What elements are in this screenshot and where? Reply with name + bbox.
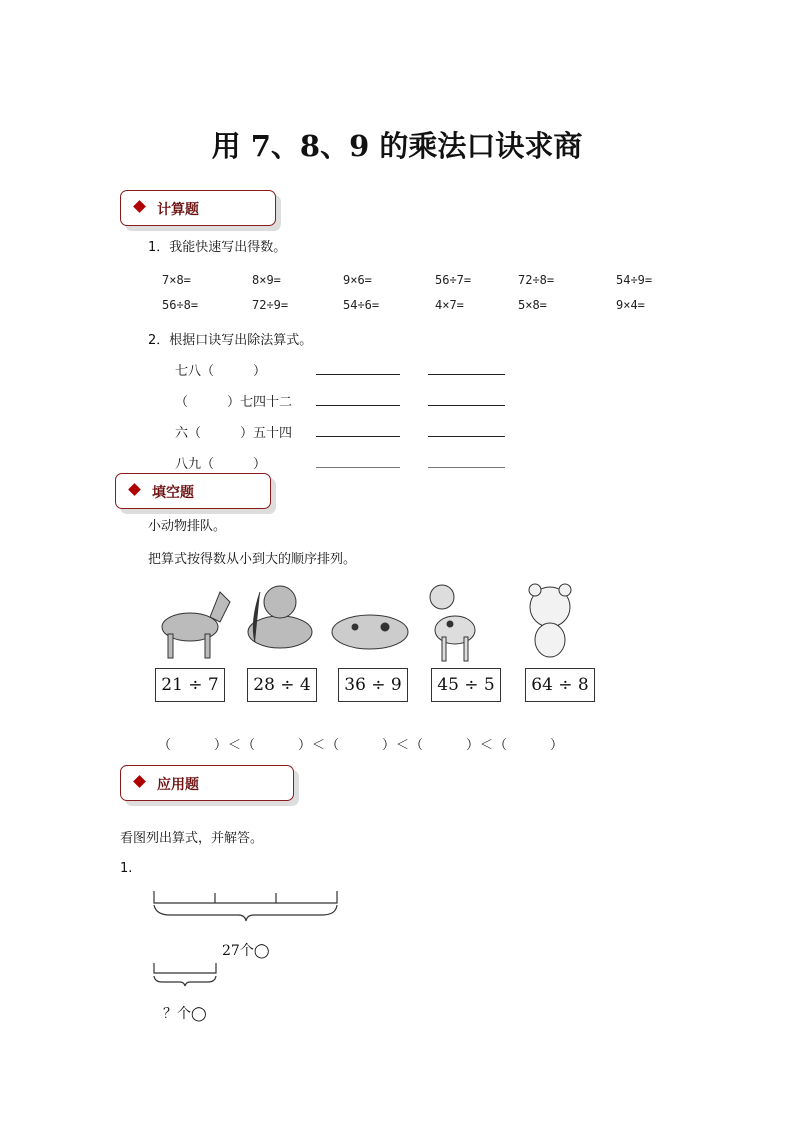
expression-card: 21 ÷ 7: [155, 668, 225, 702]
expression-card: 64 ÷ 8: [525, 668, 595, 702]
rhyme-1: 七八（ ）: [175, 364, 267, 379]
answer-line[interactable]: [428, 467, 505, 468]
total-label: 27个◯: [222, 943, 270, 959]
apple-icon: ◯: [191, 1006, 207, 1022]
fish-image: [332, 615, 408, 649]
fill-line-1: 小动物排队。: [148, 519, 227, 534]
arithmetic-problem: 8×9=: [252, 273, 281, 287]
apply-intro: 看图列出算式，并解答。: [120, 831, 264, 846]
arithmetic-problem: 4×7=: [435, 298, 464, 312]
answer-line[interactable]: [316, 374, 400, 375]
section-label: 填空题: [152, 485, 194, 501]
arithmetic-problem: 72÷9=: [252, 298, 289, 312]
question-2: 2．根据口诀写出除法算式。: [148, 333, 313, 348]
goat-image: [162, 592, 230, 658]
answer-line[interactable]: [316, 467, 400, 468]
bear-image: [529, 584, 571, 657]
horse-image: [248, 586, 312, 648]
section-label: 计算题: [157, 202, 199, 218]
answer-line[interactable]: [316, 436, 400, 437]
part-label: ？个◯: [163, 1006, 207, 1022]
diamond-icon: [133, 775, 146, 788]
fill-line-2: 把算式按得数从小到大的顺序排列。: [148, 552, 357, 567]
answer-line[interactable]: [428, 374, 505, 375]
page-title: 用 7、8、9 的乘法口诀求商: [211, 129, 583, 163]
arithmetic-problem: 72÷8=: [518, 273, 555, 287]
section-label: 应用题: [157, 777, 199, 793]
apple-icon: ◯: [253, 943, 270, 959]
rhyme-2: （ ）七四十二: [175, 395, 293, 410]
answer-line[interactable]: [428, 405, 505, 406]
animal-illustrations: [150, 572, 610, 664]
arithmetic-problem: 54÷6=: [343, 298, 380, 312]
question-1: 1．我能快速写出得数。: [148, 240, 287, 255]
arithmetic-problem: 54÷9=: [616, 273, 653, 287]
apply-q1: 1.: [120, 861, 133, 876]
diamond-icon: [128, 483, 141, 496]
rhyme-3: 六（ ）五十四: [175, 426, 293, 441]
deer-image: [430, 585, 475, 661]
answer-line[interactable]: [428, 436, 505, 437]
arithmetic-problem: 5×8=: [518, 298, 547, 312]
answer-line[interactable]: [316, 405, 400, 406]
section-header-fill: [115, 473, 271, 509]
order-answer[interactable]: （ ）＜（ ）＜（ ）＜（ ）＜（ ）: [158, 738, 565, 753]
diamond-icon: [133, 200, 146, 213]
arithmetic-problem: 9×4=: [616, 298, 645, 312]
arithmetic-problem: 9×6=: [343, 273, 372, 287]
arithmetic-problem: 56÷8=: [162, 298, 199, 312]
arithmetic-problem: 56÷7=: [435, 273, 472, 287]
expression-card: 45 ÷ 5: [431, 668, 501, 702]
rhyme-4: 八九（ ）: [175, 457, 267, 472]
arithmetic-problem: 7×8=: [162, 273, 191, 287]
section-header-apply: [120, 765, 294, 801]
expression-card: 36 ÷ 9: [338, 668, 408, 702]
expression-card: 28 ÷ 4: [247, 668, 317, 702]
section-header-calc: [120, 190, 276, 226]
